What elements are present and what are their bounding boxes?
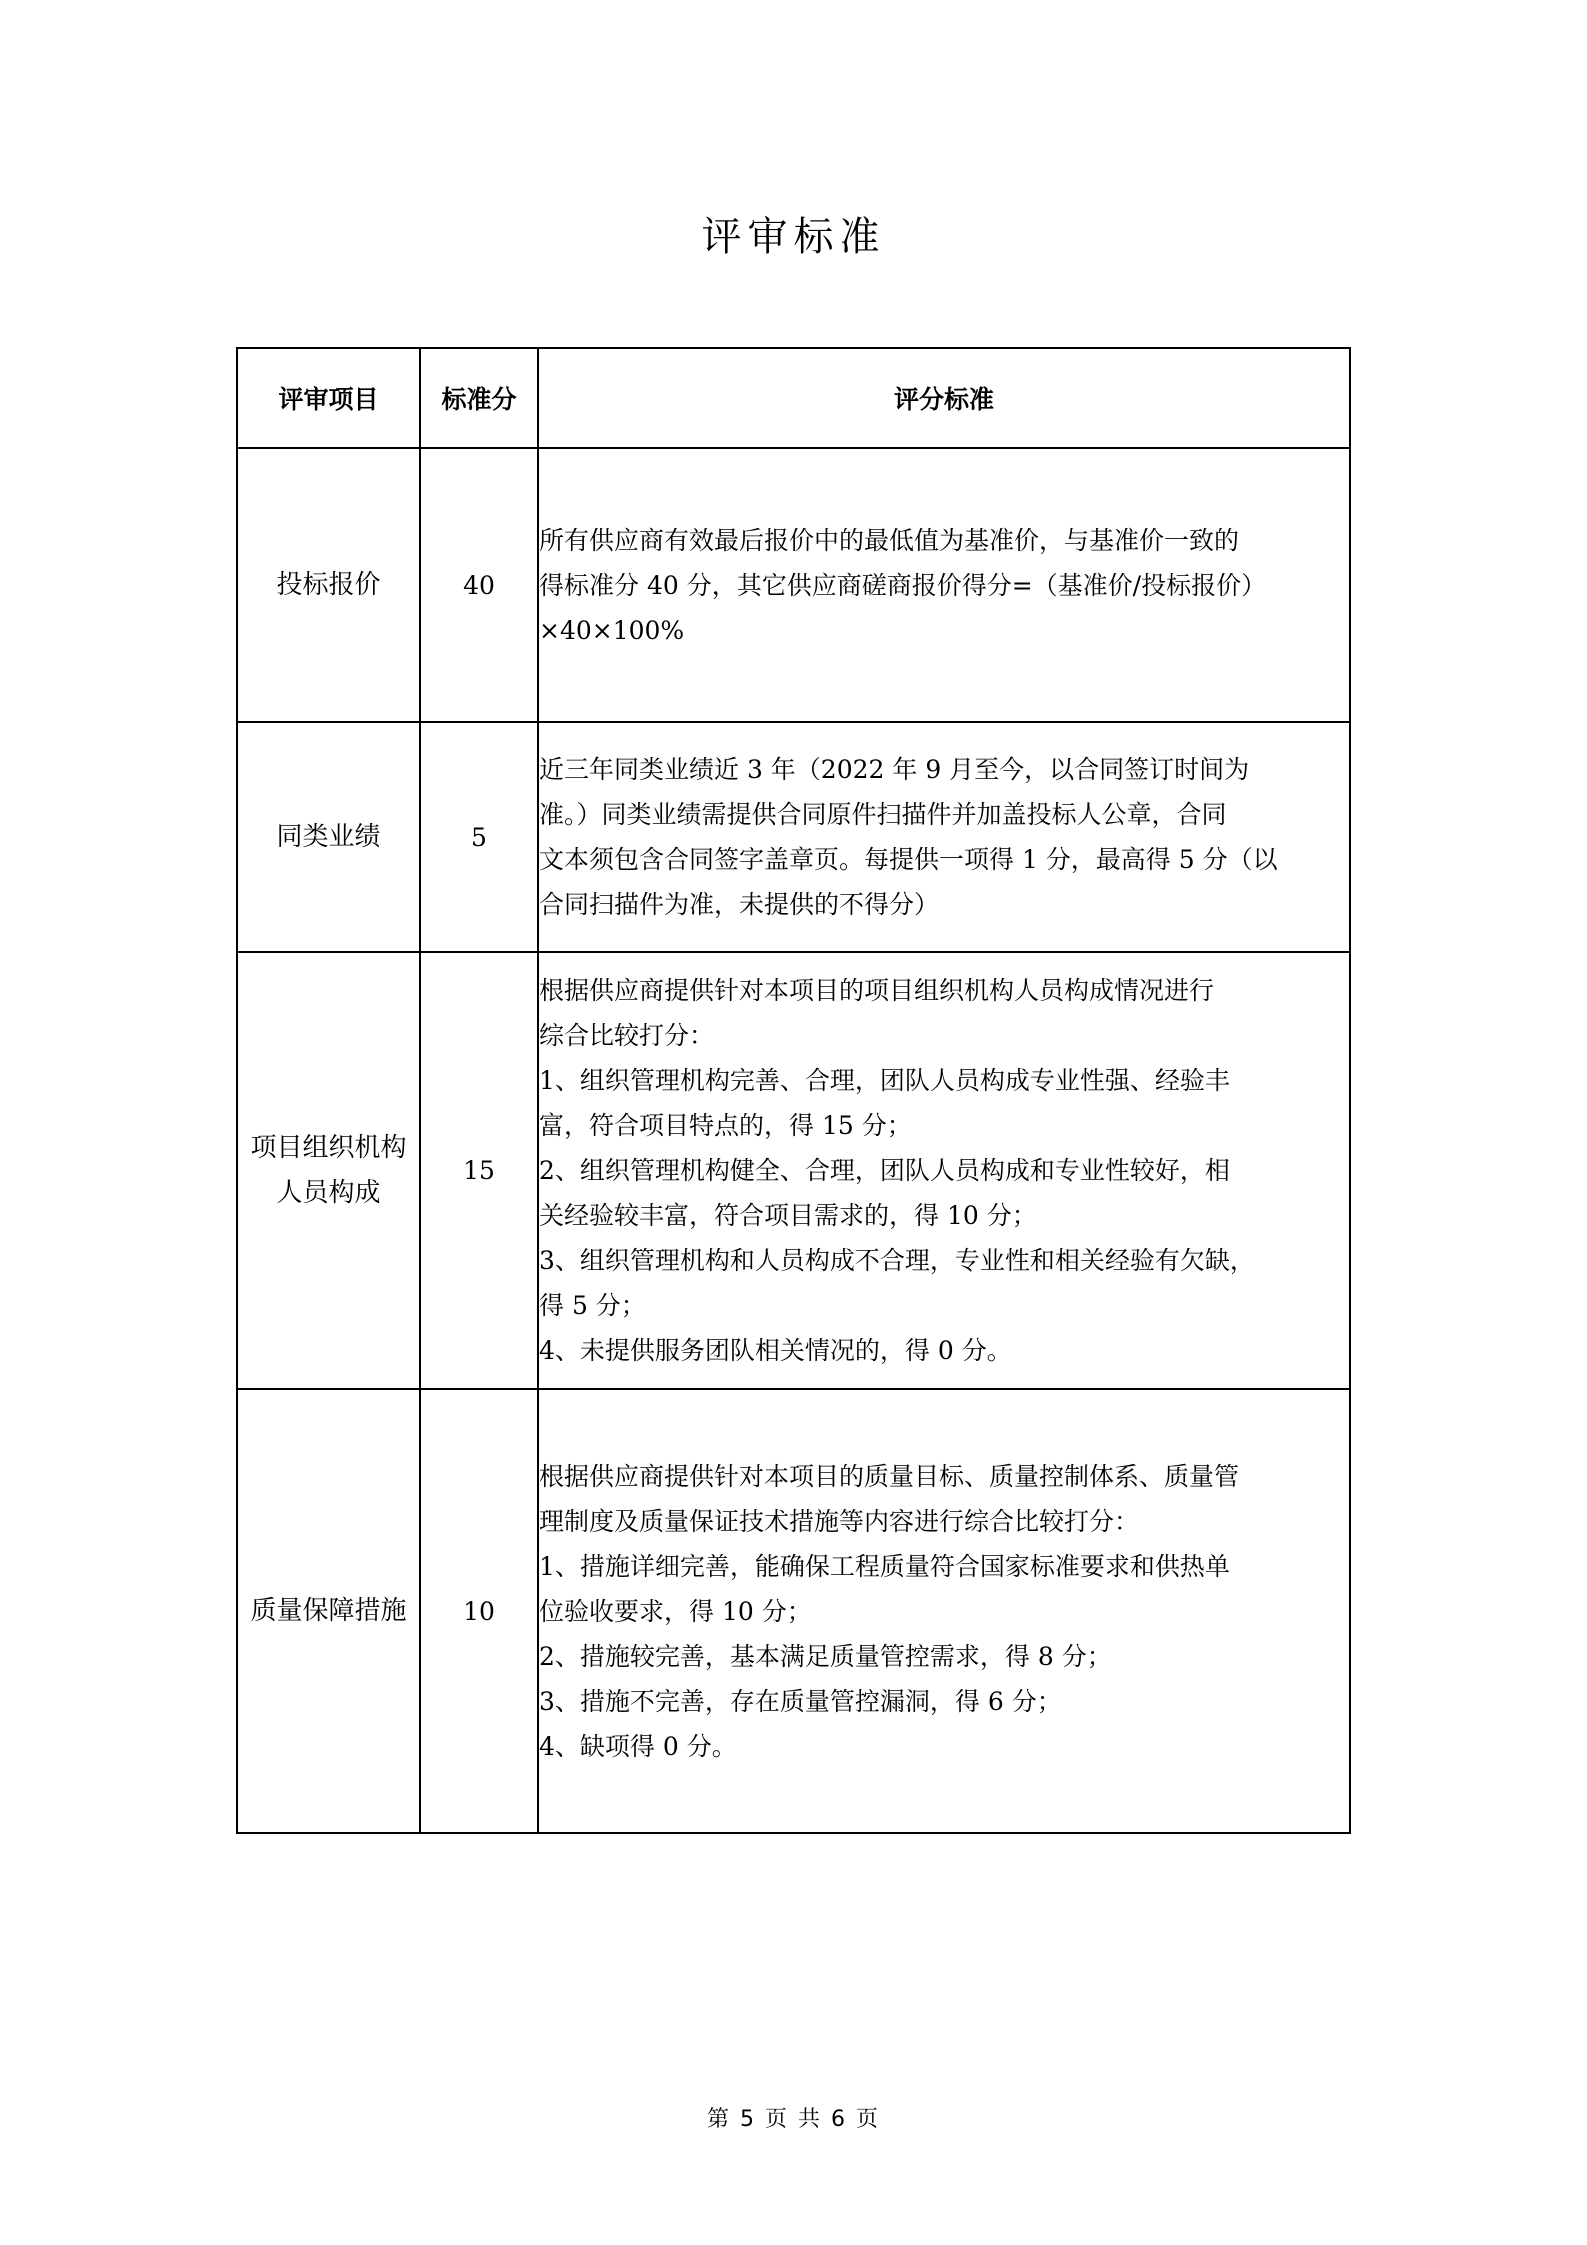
row-score: 40 <box>420 448 538 722</box>
criteria-line: 得 5 分； <box>539 1291 646 1320</box>
criteria-line: 位验收要求，得 10 分； <box>539 1596 812 1626</box>
criteria-line: 4、缺项得 0 分。 <box>539 1731 737 1761</box>
criteria-line: 3、措施不完善，存在质量管控漏洞，得 6 分； <box>539 1686 1062 1716</box>
criteria-line: 关经验较丰富，符合项目需求的，得 10 分； <box>539 1201 1037 1230</box>
header-item: 评审项目 <box>237 348 420 448</box>
row-item: 同类业绩 <box>237 722 420 952</box>
criteria-line: 根据供应商提供针对本项目的质量目标、质量控制体系、质量管 <box>539 1461 1240 1491</box>
table-row <box>237 722 1350 952</box>
table-row <box>237 952 1350 1389</box>
criteria-line: 3、组织管理机构和人员构成不合理，专业性和相关经验有欠缺， <box>539 1246 1255 1275</box>
row-criteria <box>538 722 1350 952</box>
criteria-line: 2、组织管理机构健全、合理，团队人员构成和专业性较好，相 <box>539 1156 1230 1185</box>
row-criteria <box>538 1389 1350 1833</box>
criteria-line: 准。）同类业绩需提供合同原件扫描件并加盖投标人公章，合同 <box>539 800 1227 829</box>
criteria-line: 综合比较打分： <box>539 1021 715 1050</box>
criteria-line: 根据供应商提供针对本项目的项目组织机构人员构成情况进行 <box>539 976 1215 1005</box>
criteria-line: 合同扫描件为准，未提供的不得分） <box>539 890 940 919</box>
row-item: 质量保障措施 <box>237 1389 420 1833</box>
table-row <box>237 448 1350 722</box>
criteria-line: 理制度及质量保证技术措施等内容进行综合比较打分： <box>539 1506 1140 1536</box>
table-header-row <box>237 348 1350 448</box>
criteria-line: ×40×100% <box>539 615 685 645</box>
row-item: 项目组织机构人员构成 <box>237 952 420 1389</box>
criteria-line: 近三年同类业绩近 3 年（2022 年 9 月至今，以合同签订时间为 <box>539 755 1250 784</box>
header-criteria: 评分标准 <box>538 348 1350 448</box>
page-footer: 第 5 页 共 6 页 <box>707 2107 880 2132</box>
evaluation-criteria-table <box>236 347 1351 1834</box>
row-item: 投标报价 <box>237 448 420 722</box>
page-title: 评审标准 <box>701 214 886 260</box>
row-criteria <box>538 448 1350 722</box>
criteria-line: 1、组织管理机构完善、合理，团队人员构成专业性强、经验丰 <box>539 1066 1230 1095</box>
criteria-line: 所有供应商有效最后报价中的最低值为基准价，与基准价一致的 <box>539 525 1240 555</box>
criteria-line: 得标准分 40 分，其它供应商磋商报价得分=（基准价/投标报价） <box>539 570 1267 600</box>
criteria-line: 文本须包含合同签字盖章页。每提供一项得 1 分，最高得 5 分（以 <box>539 845 1278 874</box>
criteria-line: 4、未提供服务团队相关情况的，得 0 分。 <box>539 1336 1012 1365</box>
header-score: 标准分 <box>420 348 538 448</box>
criteria-line: 2、措施较完善，基本满足质量管控需求，得 8 分； <box>539 1641 1112 1671</box>
row-score: 5 <box>420 722 538 952</box>
row-criteria <box>538 952 1350 1389</box>
criteria-line: 富，符合项目特点的，得 15 分； <box>539 1111 912 1140</box>
table-row <box>237 1389 1350 1833</box>
criteria-line: 1、措施详细完善，能确保工程质量符合国家标准要求和供热单 <box>539 1551 1230 1581</box>
row-score: 15 <box>420 952 538 1389</box>
row-score: 10 <box>420 1389 538 1833</box>
